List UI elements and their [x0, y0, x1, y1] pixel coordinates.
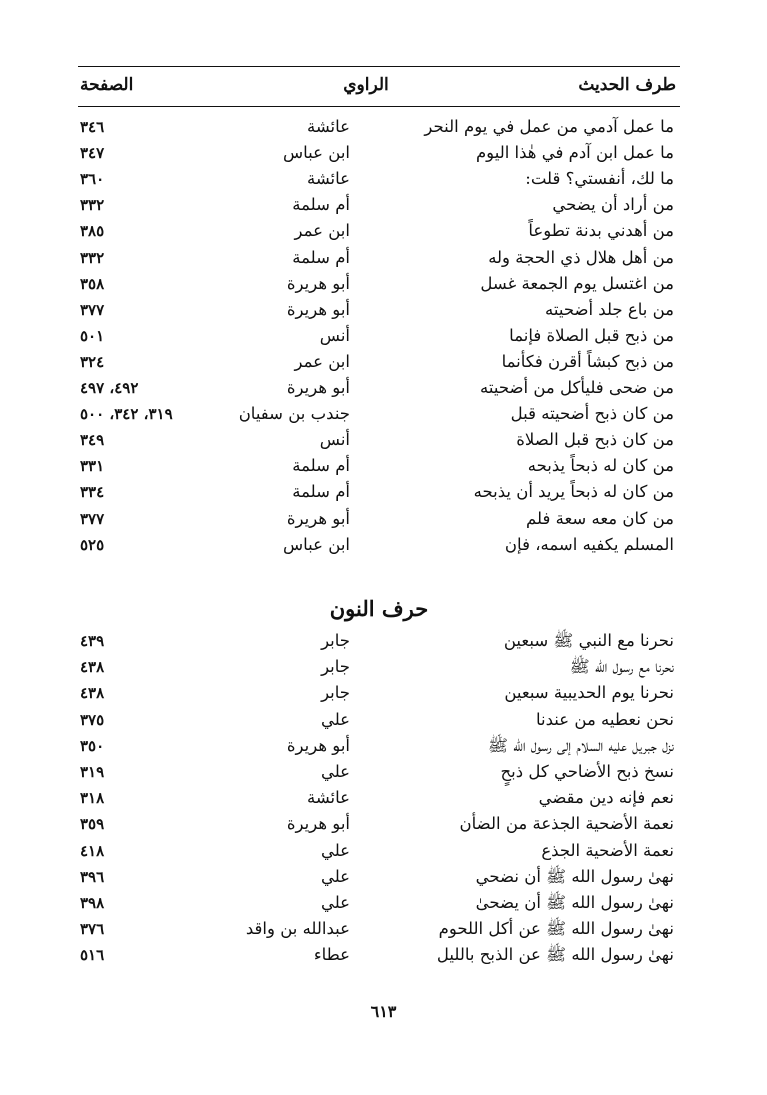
narrator-text: عائشة [306, 169, 350, 189]
hadith-text: نحرنا مع النبي ﷺ سبعين [503, 631, 674, 650]
page-ref: ٣٤٩ [80, 431, 105, 450]
hadith-column-header: طرف الحديث [578, 75, 676, 95]
narrator-text: أم سلمة [292, 195, 350, 215]
narrator-text: أبو هريرة [286, 273, 350, 293]
narrator-text: أم سلمة [292, 247, 350, 267]
hadith-text: من كان ذبح قبل الصلاة [516, 430, 674, 450]
narrator-text: أبو هريرة [286, 378, 350, 397]
hadith-text: نهىٰ رسول الله ﷺ عن الذبح بالليل [436, 945, 674, 965]
hadith-text: نهىٰ رسول الله ﷺ أن يضحىٰ [475, 893, 674, 912]
section-title-nun: حرف النون [329, 596, 429, 621]
table-row [78, 864, 680, 890]
narrator-text: عطاء [313, 945, 350, 965]
table-row [78, 245, 680, 271]
table-row [78, 297, 680, 323]
table-row [78, 453, 680, 479]
narrator-text: جابر [321, 657, 350, 677]
table-row [78, 733, 680, 759]
page-ref: ٣١٨ [80, 789, 105, 808]
narrator-text: ابن عمر [294, 221, 350, 241]
page-ref: ٣٥٨ [80, 274, 105, 293]
hadith-text: من كان له ذبحاً يريد أن يذبحه [473, 482, 674, 502]
table-row [78, 942, 680, 968]
narrator-text: علي [320, 840, 350, 860]
page-ref: ٤٣٩ [80, 632, 105, 650]
hadith-text: نحرنا يوم الحديبية سبعين [504, 683, 674, 703]
narrator-text: علي [320, 866, 350, 886]
page-ref: ٣٣١ [80, 457, 105, 476]
narrator-text: عبدالله بن واقد [245, 919, 350, 939]
table-row [78, 114, 680, 140]
table-header [78, 70, 680, 102]
table-row [78, 811, 680, 837]
table-row [78, 759, 680, 785]
narrator-text: ابن عباس [283, 534, 350, 554]
hadith-text: نسخ ذبح الأضاحي كل ذبحٍ [500, 762, 674, 781]
page-ref: ٥٢٥ [80, 535, 105, 554]
page-ref: ٣٣٢ [80, 196, 105, 215]
table-row [78, 271, 680, 297]
table-row [78, 628, 680, 654]
table-row [78, 506, 680, 532]
page-ref: ٣٥٠ [80, 736, 105, 755]
narrator-text: أنس [319, 430, 350, 450]
hadith-text: ما عمل ابن آدم في هٰذا اليوم [475, 143, 674, 163]
page-ref: ٣٧٧ [80, 509, 105, 528]
table-row [78, 375, 680, 401]
header-rule [78, 106, 680, 107]
page-ref: ٥٠١ [80, 326, 105, 345]
table-row [78, 349, 680, 375]
hadith-text: ما عمل آدمي من عمل في يوم النحر [424, 117, 674, 136]
table-row [78, 890, 680, 916]
hadith-text: من ذبح قبل الصلاة فإنما [509, 325, 674, 345]
hadith-text: نعم فإنه دين مقضي [538, 788, 674, 808]
page-ref: ٣٣٢ [80, 248, 105, 267]
narrator-text: عائشة [306, 117, 350, 136]
hadith-text: نعمة الأضحية الجذعة من الضأن [459, 814, 674, 834]
hadith-text: ما لك، أنفستي؟ قلت: [525, 169, 674, 189]
hadith-text: من أهدني بدنة تطوعاً [528, 221, 674, 241]
hadith-text: من ضحى فليأكل من أضحيته [480, 378, 674, 397]
page-ref: ٤٩٢، ٤٩٧ [80, 379, 139, 397]
hadith-text: نزل جبريل عليه السلام إلى رسول الله ﷺ [488, 735, 674, 755]
table-row [78, 680, 680, 706]
narrator-text: ابن عباس [283, 143, 350, 163]
table-row [78, 323, 680, 349]
table-row [78, 838, 680, 864]
narrator-text: جابر [321, 631, 350, 650]
narrator-text: علي [320, 893, 350, 912]
page-ref: ٣٧٦ [80, 920, 105, 939]
page-ref: ٣٢٤ [80, 352, 105, 371]
page-ref: ٤٣٨ [80, 684, 105, 703]
hadith-text: من ذبح كبشاً أقرن فكأنما [501, 351, 674, 371]
narrator-text: جابر [321, 683, 350, 703]
table-row [78, 707, 680, 733]
narrator-text: أم سلمة [292, 456, 350, 476]
hadith-text: نعمة الأضحية الجذع [541, 840, 674, 860]
narrator-text: أبو هريرة [286, 814, 350, 834]
page-ref: ٣٩٨ [80, 894, 105, 912]
page-ref: ٣٤٧ [80, 144, 105, 163]
narrator-text: أبو هريرة [286, 299, 350, 319]
hadith-text: نحرنا مع رسول الله ﷺ [569, 657, 674, 677]
page-ref: ٣١٩ [80, 763, 105, 781]
narrator-text: أم سلمة [292, 482, 350, 502]
narrator-text: جندب بن سفيان [238, 404, 350, 424]
hadith-text: نحن نعطيه من عندنا [536, 709, 674, 729]
table-row [78, 166, 680, 192]
page-ref: ٤١٨ [80, 841, 105, 860]
hadith-text: من اغتسل يوم الجمعة غسل [480, 273, 674, 293]
hadith-text: من كان ذبح أضحيته قبل [510, 404, 674, 424]
narrator-text: علي [320, 762, 350, 781]
page-ref: ٣٦٠ [80, 170, 105, 189]
table-row [78, 654, 680, 680]
page-ref: ٣١٩، ٣٤٢، ٥٠٠ [80, 405, 173, 424]
table-row [78, 401, 680, 427]
page-number: ٦١٣ [370, 1002, 397, 1021]
narrator-text: أنس [319, 325, 350, 345]
page-ref: ٣٨٥ [80, 222, 105, 241]
table-row [78, 192, 680, 218]
top-rule [78, 66, 680, 67]
hadith-text: نهىٰ رسول الله ﷺ أن نضحي [475, 866, 674, 886]
page-ref: ٤٣٨ [80, 658, 105, 677]
table-row [78, 140, 680, 166]
narrator-text: أبو هريرة [286, 735, 350, 755]
hadith-text: من كان له ذبحاً يذبحه [527, 456, 674, 476]
table-row [78, 532, 680, 558]
page-ref: ٣٣٤ [80, 483, 105, 502]
hadith-text: من أهل هلال ذي الحجة وله [488, 247, 674, 267]
narrator-column-header: الراوي [343, 75, 389, 95]
table-row [78, 916, 680, 942]
table-row [78, 479, 680, 505]
narrator-text: عائشة [306, 788, 350, 808]
page-ref: ٣٩٦ [80, 867, 105, 886]
hadith-text: من باع جلد أضحيته [545, 299, 674, 319]
page-ref: ٥١٦ [80, 946, 105, 965]
narrator-text: ابن عمر [294, 351, 350, 371]
page-ref: ٣٤٦ [80, 118, 105, 136]
hadith-text: نهىٰ رسول الله ﷺ عن أكل اللحوم [438, 919, 674, 939]
hadith-text: من كان معه سعة فلم [526, 508, 674, 528]
page-column-header: الصفحة [80, 75, 134, 95]
table-row [78, 427, 680, 453]
narrator-text: أبو هريرة [286, 508, 350, 528]
narrator-text: علي [320, 709, 350, 729]
page-ref: ٣٧٥ [80, 710, 105, 729]
hadith-text: من أراد أن يضحي [552, 195, 674, 215]
hadith-text: المسلم يكفيه اسمه، فإن [504, 534, 674, 554]
table-row [78, 218, 680, 244]
page-ref: ٣٥٩ [80, 815, 105, 834]
table-row [78, 785, 680, 811]
page-ref: ٣٧٧ [80, 300, 105, 319]
